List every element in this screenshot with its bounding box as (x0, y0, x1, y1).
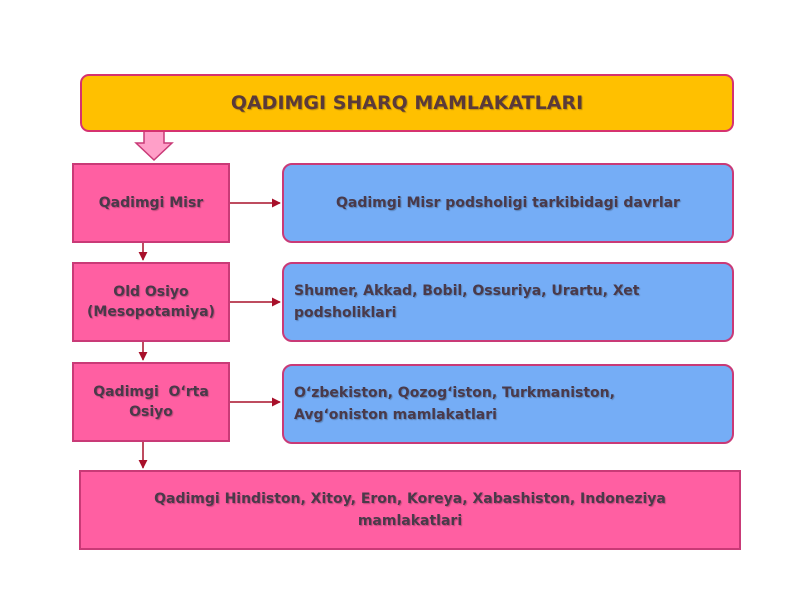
detail-mesopotamiya-line1: Shumer, Akkad, Bobil, Ossuriya, Urartu, Xet (294, 283, 640, 299)
node-qadimgi-misr-label: Qadimgi Misr (98, 195, 204, 211)
detail-orta-osiyo (282, 364, 734, 444)
down-block-arrow (136, 130, 172, 160)
node-old-osiyo-line1: Old Osiyo (113, 284, 189, 300)
node-old-osiyo-line2: (Mesopotamiya) (87, 304, 215, 320)
detail-mesopotamiya-line2: podsholiklari (294, 305, 397, 321)
detail-mesopotamiya (282, 262, 734, 342)
node-other-countries-line1: Qadimgi Hindiston, Xitoy, Eron, Koreya, Xabashiston, Indoneziya (154, 491, 666, 507)
node-old-osiyo (72, 262, 230, 342)
node-orta-osiyo-line2: Osiyo (129, 404, 173, 420)
node-other-countries (79, 470, 741, 550)
detail-misr-text: Qadimgi Misr podsholigi tarkibidagi davrlar (336, 195, 680, 211)
detail-orta-osiyo-line2: Avgʻoniston mamlakatlari (294, 407, 497, 423)
diagram-title (80, 74, 734, 132)
node-qadimgi-misr (72, 163, 230, 243)
node-orta-osiyo-line1: Qadimgi O‘rta (93, 384, 209, 400)
detail-orta-osiyo-line1: O‘zbekiston, Qozogʻiston, Turkmaniston, (294, 385, 615, 401)
node-other-countries-line2: mamlakatlari (357, 513, 463, 529)
diagram-title-text: QADIMGI SHARQ MAMLAKATLARI (230, 92, 584, 114)
node-orta-osiyo (72, 362, 230, 442)
detail-misr (282, 163, 734, 243)
